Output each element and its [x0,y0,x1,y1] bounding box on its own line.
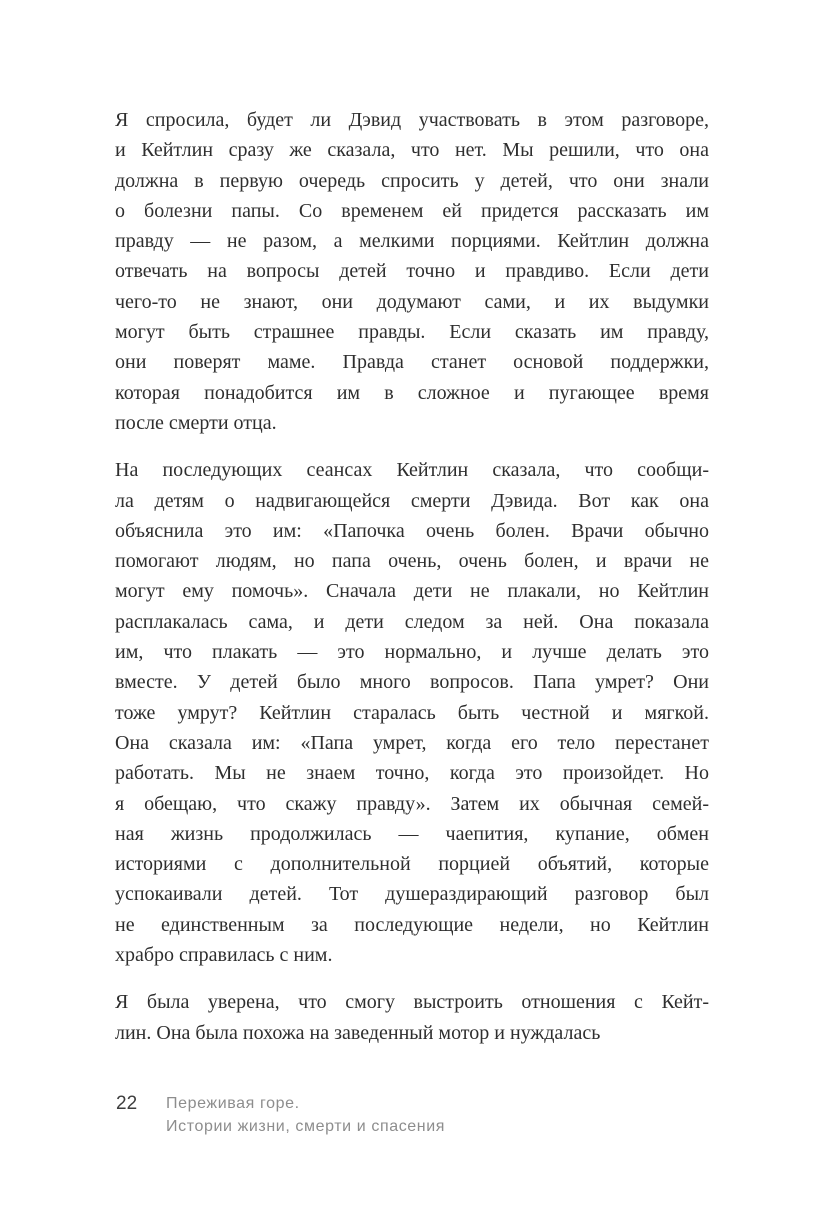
text-line: могут быть страшнее правды. Если сказать им правду, [115,321,709,344]
text-line: отвечать на вопросы детей точно и правдиво. Если дети [115,260,709,283]
paragraph [115,987,709,1048]
text-line: Она сказала им: «Папа умрет, когда его тело перестанет [115,731,709,754]
text-line: Я была уверена, что смогу выстроить отношения с Кейт- [115,991,709,1014]
book-title-line-1: Переживая горе. [166,1095,300,1112]
text-line: правду — не разом, а мелкими порциями. Кейтлин должна [115,230,709,253]
paragraph [115,455,709,970]
page-text [115,105,709,1065]
paragraph [115,105,709,438]
text-line: лин. Она была похожа на заведенный мотор и нуждалась [115,1021,601,1044]
text-line: они поверят маме. Правда станет основой поддержки, [115,351,709,374]
text-line: могут ему помочь». Сначала дети не плакали, но Кейтлин [115,580,709,603]
text-line: храбро справилась с ним. [115,944,333,967]
text-line: На последующих сеансах Кейтлин сказала, что сообщи- [115,459,709,482]
book-title-line-2: Истории жизни, смерти и спасения [166,1118,446,1135]
page-footer [116,1092,445,1138]
text-line: историями с дополнительной порцией объятий, которые [115,853,709,876]
text-line: им, что плакать — это нормально, и лучше делать это [115,641,709,664]
text-line: Я спросила, будет ли Дэвид участвовать в этом разговоре, [115,109,709,131]
text-line: после смерти отца. [115,411,277,434]
text-line: успокаивали детей. Тот душераздирающий разговор был [115,883,709,906]
text-line: не единственным за последующие недели, но Кейтлин [115,913,709,936]
page-number: 22 [116,1093,138,1114]
text-line: чего-то не знают, они додумают сами, и их выдумки [115,290,709,313]
text-line: помогают людям, но папа очень, очень болен, и врачи не [115,550,709,573]
text-line: работать. Мы не знаем точно, когда это произойдет. Но [115,762,709,785]
text-line: вместе. У детей было много вопросов. Папа умрет? Они [115,671,709,694]
text-line: объяснила это им: «Папочка очень болен. Врачи обычно [115,519,709,542]
text-line: тоже умрут? Кейтлин старалась быть честной и мягкой. [115,701,709,724]
text-line: которая понадобится им в сложное и пугающее время [115,381,709,404]
text-line: ла детям о надвигающейся смерти Дэвида. Вот как она [115,489,709,512]
text-line: и Кейтлин сразу же сказала, что нет. Мы решили, что она [115,139,709,162]
text-line: ная жизнь продолжилась — чаепития, купание, обмен [115,822,709,845]
text-line: расплакалась сама, и дети следом за ней. Она показала [115,610,709,633]
book-title [166,1092,445,1138]
text-line: о болезни папы. Со временем ей придется рассказать им [115,199,709,222]
text-line: я обещаю, что скажу правду». Затем их обычная семей- [115,792,709,815]
text-line: должна в первую очередь спросить у детей, что они знали [115,169,709,192]
